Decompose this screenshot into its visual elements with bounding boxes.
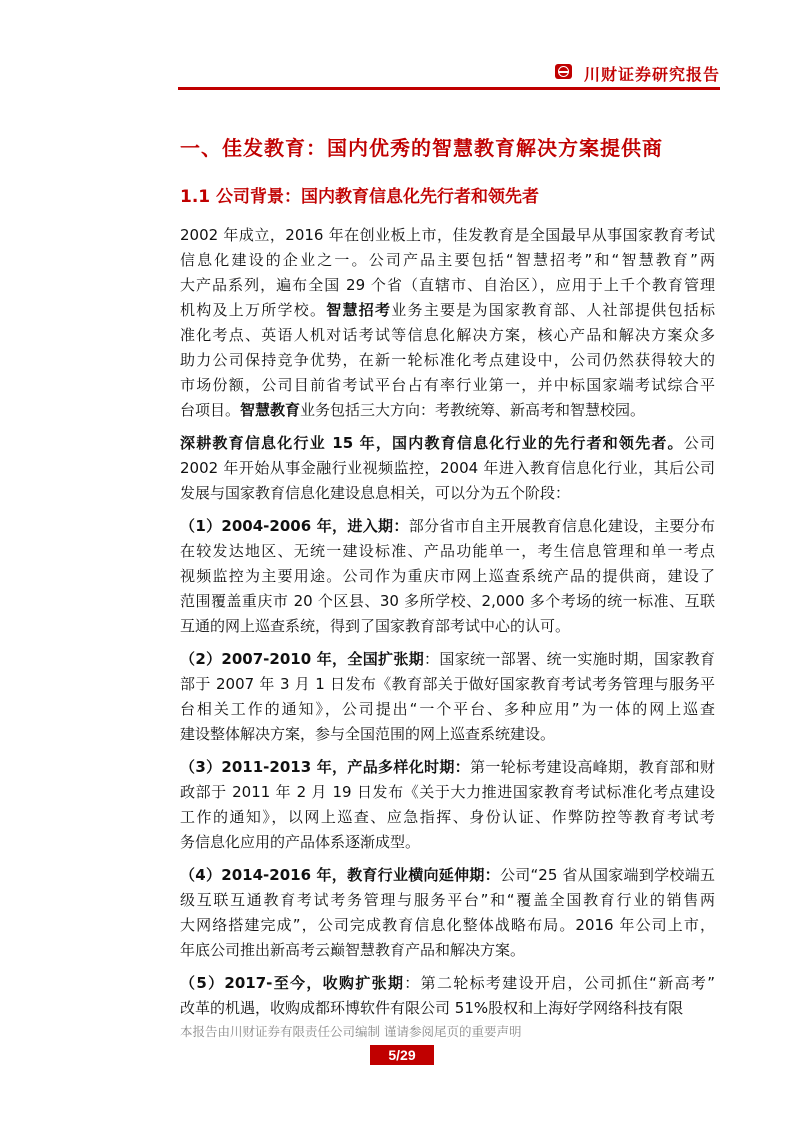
chuancai-logo-icon bbox=[555, 64, 572, 79]
text-span: 第一轮标考建设高峰期，教育部和财 bbox=[470, 758, 715, 776]
text-line bbox=[180, 996, 715, 1021]
text-line bbox=[180, 373, 715, 398]
text-span: ：国家统一部署、统一实施时期，国家教育 bbox=[424, 650, 715, 668]
bold-text: （4）2014-2016 年，教育行业横向延伸期： bbox=[180, 866, 500, 884]
text-span: 2002 年成立，2016 年在创业板上市，佳发教育是全国最早从事国家教育考试 bbox=[180, 226, 715, 244]
text-span: 部于 2007 年 3 月 1 日发布《教育部关于做好国家教育考试考务管理与服务平 bbox=[180, 675, 715, 693]
paragraph bbox=[180, 514, 715, 639]
page-header bbox=[178, 62, 720, 88]
text-span: 台项目。 bbox=[180, 401, 241, 419]
text-line bbox=[180, 539, 715, 564]
text-line bbox=[180, 398, 715, 423]
text-span: 业务包括三大方向：考教统筹、新高考和智慧校园。 bbox=[300, 401, 646, 419]
text-line bbox=[180, 863, 715, 888]
text-span: 信息化建设的企业之一。公司产品主要包括“智慧招考”和“智慧教育”两 bbox=[180, 251, 715, 269]
text-span: 建设整体解决方案，参与全国范围的网上巡查系统建设。 bbox=[180, 725, 556, 743]
text-line bbox=[180, 805, 715, 830]
bold-text: 智慧招考 bbox=[326, 301, 392, 319]
text-line bbox=[180, 697, 715, 722]
paragraph bbox=[180, 971, 715, 1021]
brand-name: 川财证券研究报告 bbox=[583, 65, 720, 84]
text-line bbox=[180, 722, 715, 747]
text-span: 政部于 2011 年 2 月 19 日发布《关于大力推进国家教育考试标准化考点建设 bbox=[180, 783, 715, 801]
bold-text: （3）2011-2013 年，产品多样化时期： bbox=[180, 758, 471, 776]
text-line bbox=[180, 431, 715, 456]
text-span: 公司“25 省从国家端到学校端五 bbox=[499, 866, 715, 884]
text-line bbox=[180, 938, 715, 963]
text-span: 范围覆盖重庆市 20 个区县、30 多所学校、2,000 多个考场的统一标准、互联 bbox=[180, 592, 715, 610]
text-span: 机构及上万所学校。 bbox=[180, 301, 327, 319]
text-line bbox=[180, 913, 715, 938]
text-line bbox=[180, 456, 715, 481]
text-line bbox=[180, 888, 715, 913]
text-span: 市场份额，公司目前省考试平台占有率行业第一，并中标国家端考试综合平 bbox=[180, 376, 715, 394]
text-span: 级互联互通教育考试考务管理与服务平台”和“覆盖全国教育行业的销售两 bbox=[180, 891, 715, 909]
text-span: 业务主要是为国家教育部、人社部提供包括标 bbox=[391, 301, 715, 319]
body-text bbox=[180, 223, 715, 1029]
text-span: 台相关工作的通知》，公司提出“一个平台、多种应用”为一体的网上巡查 bbox=[180, 700, 715, 718]
text-span: 准化考点、英语人机对话考试等信息化解决方案，核心产品和解决方案众多 bbox=[180, 326, 715, 344]
text-line bbox=[180, 755, 715, 780]
text-line bbox=[180, 248, 715, 273]
text-span: 务信息化应用的产品体系逐渐成型。 bbox=[180, 833, 421, 851]
text-line bbox=[180, 614, 715, 639]
text-line bbox=[180, 481, 715, 506]
text-line bbox=[180, 223, 715, 248]
text-span: 大产品系列，遍布全国 29 个省（直辖市、自治区），应用于上千个教育管理 bbox=[180, 276, 715, 294]
text-line bbox=[180, 514, 715, 539]
text-span: 改革的机遇，收购成都环博软件有限公司 51%股权和上海好学网络科技有限 bbox=[180, 999, 684, 1017]
bold-text: 智慧教育 bbox=[240, 401, 301, 419]
text-span: 公司 bbox=[683, 434, 715, 452]
paragraph bbox=[180, 755, 715, 855]
text-span: 互通的网上巡查系统，得到了国家教育部考试中心的认可。 bbox=[180, 617, 571, 635]
paragraph bbox=[180, 647, 715, 747]
text-line bbox=[180, 323, 715, 348]
text-line bbox=[180, 672, 715, 697]
bold-text: （1）2004-2006 年，进入期： bbox=[180, 517, 409, 535]
section-title: 一、佳发教育：国内优秀的智慧教育解决方案提供商 bbox=[180, 136, 663, 160]
text-span: ：第二轮标考建设开启，公司抓住“新高考” bbox=[404, 974, 715, 992]
text-span: 年底公司推出新高考云巅智慧教育产品和解决方案。 bbox=[180, 941, 526, 959]
page-number: 5/29 bbox=[370, 1045, 434, 1065]
text-span: 大网络搭建完成”，公司完成教育信息化整体战略布局。2016 年公司上市， bbox=[180, 916, 715, 934]
text-span: 视频监控为主要用途。公司作为重庆市网上巡查系统产品的提供商，建设了 bbox=[180, 567, 715, 585]
subsection-title: 1.1 公司背景：国内教育信息化先行者和领先者 bbox=[180, 187, 540, 207]
text-span: 助力公司保持竞争优势，在新一轮标准化考点建设中，公司仍然获得较大的 bbox=[180, 351, 715, 369]
text-span: 发展与国家教育信息化建设息息相关，可以分为五个阶段： bbox=[180, 484, 571, 502]
paragraph bbox=[180, 431, 715, 506]
paragraph bbox=[180, 863, 715, 963]
text-span: 部分省市自主开展教育信息化建设，主要分布 bbox=[408, 517, 715, 535]
text-span: 在较发达地区、无统一建设标准、产品功能单一，考生信息管理和单一考点 bbox=[180, 542, 715, 560]
text-line bbox=[180, 647, 715, 672]
text-line bbox=[180, 348, 715, 373]
text-line bbox=[180, 298, 715, 323]
text-line bbox=[180, 564, 715, 589]
text-line bbox=[180, 971, 715, 996]
text-line bbox=[180, 273, 715, 298]
bold-text: 深耕教育信息化行业 15 年，国内教育信息化行业的先行者和领先者。 bbox=[180, 434, 684, 452]
text-line bbox=[180, 589, 715, 614]
text-span: 2002 年开始从事金融行业视频监控，2004 年进入教育信息化行业，其后公司 bbox=[180, 459, 715, 477]
text-line bbox=[180, 830, 715, 855]
text-span: 工作的通知》，以网上巡查、应急指挥、身份认证、作弊防控等教育考试考 bbox=[180, 808, 715, 826]
paragraph bbox=[180, 223, 715, 423]
bold-text: （5）2017-至今，收购扩张期 bbox=[180, 974, 405, 992]
header-divider bbox=[178, 87, 720, 90]
footer-disclaimer: 本报告由川财证券有限责任公司编制 谨请参阅尾页的重要声明 bbox=[180, 1024, 522, 1039]
text-line bbox=[180, 780, 715, 805]
bold-text: （2）2007-2010 年，全国扩张期 bbox=[180, 650, 425, 668]
